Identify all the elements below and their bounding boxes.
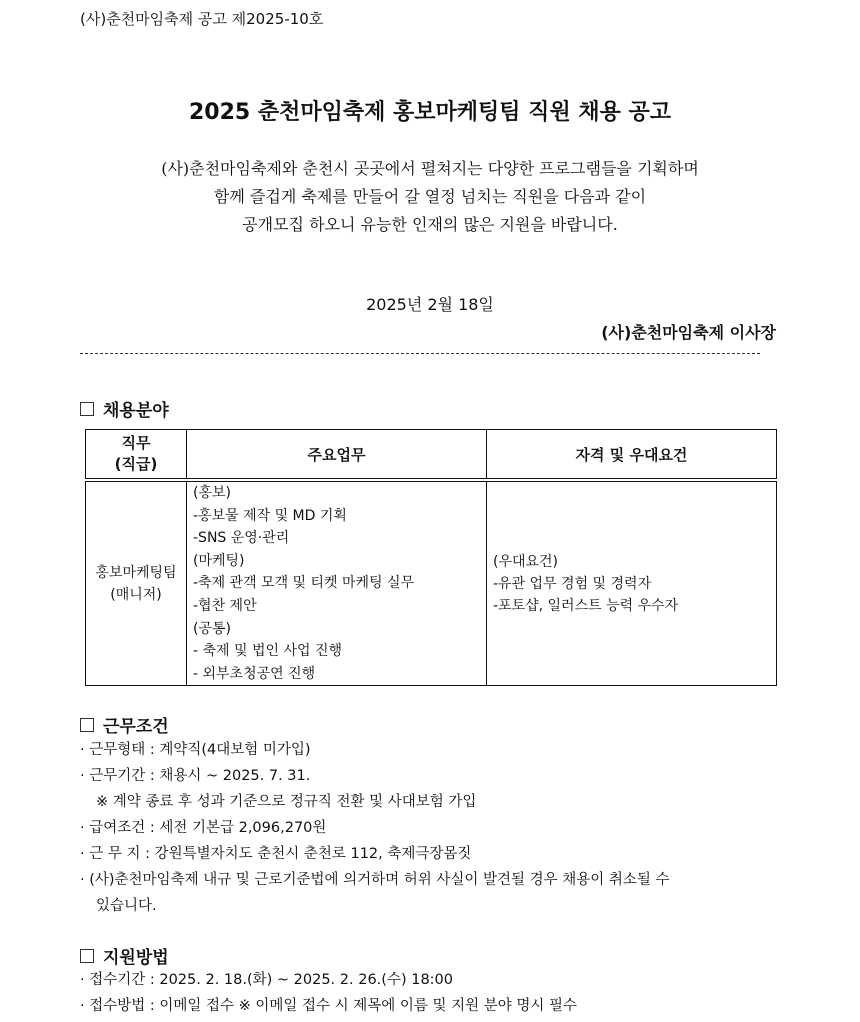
duty-item: (공통) bbox=[193, 620, 231, 637]
intro-paragraph bbox=[0, 155, 860, 239]
header-role bbox=[86, 430, 187, 481]
duty-item: -SNS 운영·관리 bbox=[193, 530, 290, 547]
quals-cell bbox=[487, 480, 777, 686]
list-item: · 근 무 지 : 강원특별자치도 춘천시 춘천로 112, 축제극장몸짓 bbox=[80, 846, 472, 862]
header-role-line: 직무 bbox=[121, 434, 151, 452]
list-item: · 근무형태 : 계약직(4대보험 미가입) bbox=[80, 742, 311, 758]
section-heading-apply bbox=[80, 943, 169, 968]
duties-cell bbox=[187, 480, 487, 686]
duty-item: (홍보) bbox=[193, 485, 231, 501]
header-role-line: (직급) bbox=[114, 455, 158, 473]
duty-item: -축제 관객 모객 및 티켓 마케팅 실무 bbox=[193, 575, 415, 592]
header-quals: 자격 및 우대요건 bbox=[487, 430, 777, 481]
list-item: · 급여조건 : 세전 기본급 2,096,270원 bbox=[80, 820, 327, 836]
section-title: 근무조건 bbox=[103, 717, 169, 737]
table-header-row bbox=[86, 430, 777, 481]
square-bullet-icon bbox=[80, 718, 94, 732]
section-title: 지원방법 bbox=[103, 948, 169, 968]
issuer: (사)춘천마임축제 이사장 bbox=[601, 323, 776, 342]
duty-item: -홍보물 제작 및 MD 기획 bbox=[193, 507, 347, 524]
dashed-divider bbox=[80, 353, 760, 354]
apply-list bbox=[80, 967, 577, 1019]
intro-line: 공개모집 하오니 유능한 인재의 많은 지원을 바랍니다. bbox=[242, 215, 618, 234]
role-cell bbox=[86, 480, 187, 686]
list-item: · 근무기간 : 채용시 ~ 2025. 7. 31. bbox=[80, 768, 311, 784]
role-line: 홍보마케팅팀 bbox=[95, 564, 177, 581]
recruit-table bbox=[85, 429, 777, 686]
square-bullet-icon bbox=[80, 402, 94, 416]
section-title: 채용분야 bbox=[103, 401, 169, 421]
intro-line: (사)춘천마임축제와 춘천시 곳곳에서 펼쳐지는 다양한 프로그램들을 기획하며 bbox=[161, 159, 699, 178]
list-item-continuation: 있습니다. bbox=[96, 898, 157, 914]
duty-item: -협찬 제안 bbox=[193, 597, 257, 614]
list-item-note: ※ 계약 종료 후 성과 기준으로 정규직 전환 및 사대보험 가입 bbox=[96, 794, 477, 810]
section-heading-conditions bbox=[80, 712, 169, 737]
notice-number: (사)춘천마임축제 공고 제2025-10호 bbox=[80, 10, 324, 28]
page-title: 2025 춘천마임축제 홍보마케팅팀 직원 채용 공고 bbox=[188, 100, 672, 125]
table-row bbox=[86, 480, 777, 686]
conditions-list bbox=[80, 737, 670, 919]
square-bullet-icon bbox=[80, 949, 94, 963]
list-item: · (사)춘천마임축제 내규 및 근로기준법에 의거하며 허위 사실이 발견될 경우 채용이 취소될 수 bbox=[80, 872, 670, 888]
duty-item: - 외부초청공연 진행 bbox=[193, 665, 316, 682]
header-duties: 주요업무 bbox=[187, 430, 487, 481]
list-item: · 접수방법 : 이메일 접수 ※ 이메일 접수 시 제목에 이름 및 지원 분야 명시 필수 bbox=[80, 998, 577, 1014]
qual-item: -포토샵, 일러스트 능력 우수자 bbox=[493, 597, 679, 614]
section-heading-recruit bbox=[80, 396, 169, 421]
duty-item: - 축제 및 법인 사업 진행 bbox=[193, 643, 343, 660]
list-item: · 접수기간 : 2025. 2. 18.(화) ~ 2025. 2. 26.(수) 18:00 bbox=[80, 972, 454, 988]
duty-item: (마케팅) bbox=[193, 552, 245, 569]
role-line: (매니저) bbox=[110, 586, 162, 603]
notice-date: 2025년 2월 18일 bbox=[366, 295, 494, 314]
qual-item: -유관 업무 경험 및 경력자 bbox=[493, 575, 652, 592]
intro-line: 함께 즐겁게 축제를 만들어 갈 열정 넘치는 직원을 다음과 같이 bbox=[213, 187, 647, 206]
qual-item: (우대요건) bbox=[493, 553, 559, 570]
